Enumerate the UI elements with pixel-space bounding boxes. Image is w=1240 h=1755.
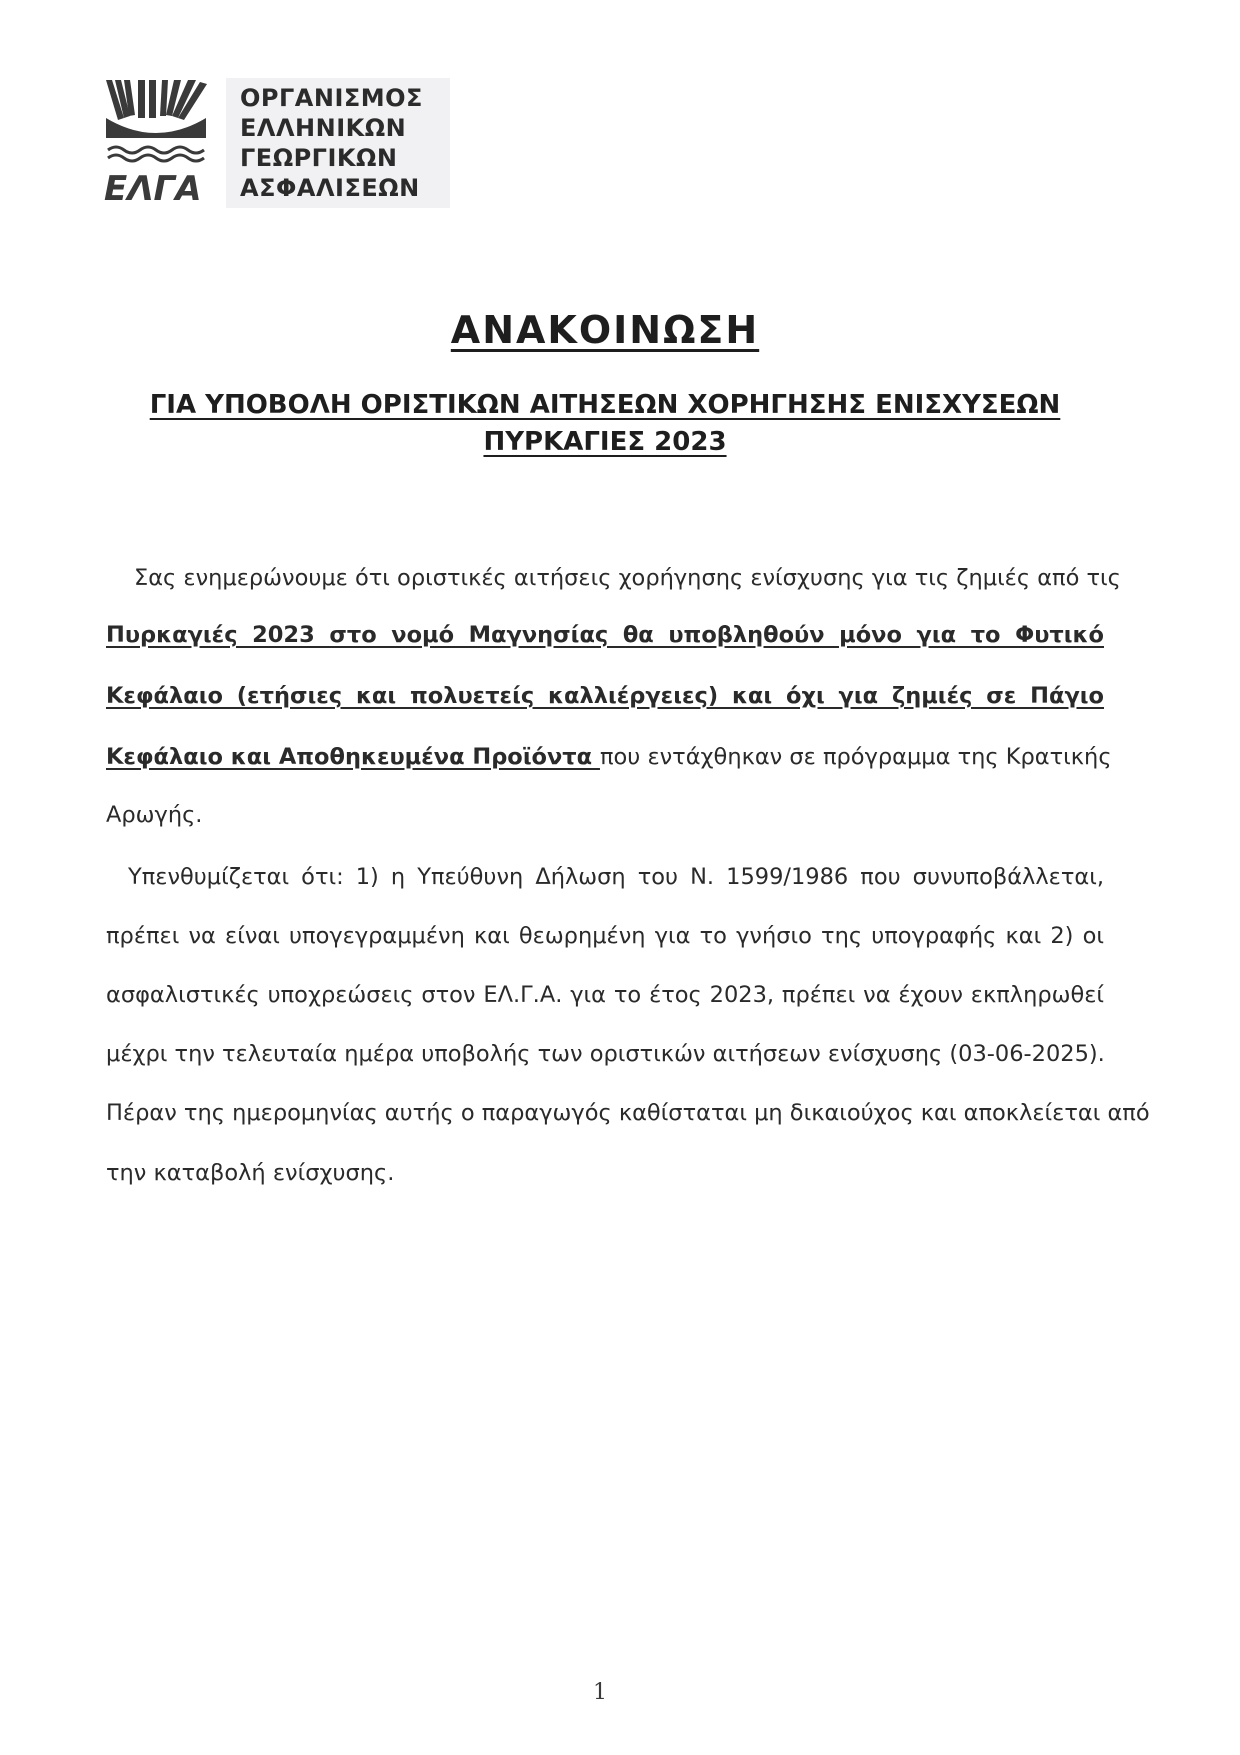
page-number: 1: [593, 1680, 607, 1705]
org-name-line-1: ΟΡΓΑΝΙΣΜΟΣ: [240, 84, 423, 112]
paragraph-2-line-3: ασφαλιστικές υποχρεώσεις στον ΕΛ.Γ.Α. για το έτος 2023, πρέπει να έχουν εκπληρωθεί: [106, 982, 1104, 1008]
org-name-line-2: ΕΛΛΗΝΙΚΩΝ: [240, 114, 407, 142]
document-subtitle-line-1: [0, 390, 1210, 420]
paragraph-2-line-6: την καταβολή ενίσχυσης.: [106, 1160, 395, 1186]
paragraph-1-line-4-rest: που εντάχθηκαν σε πρόγραμμα της Κρατικής: [599, 744, 1112, 770]
document-subtitle-line-2: [0, 427, 1210, 457]
paragraph-2-line-1: Υπενθυμίζεται ότι: 1) η Υπεύθυνη Δήλωση του Ν. 1599/1986 που συνυποβάλλεται,: [128, 864, 1104, 890]
organization-name-box: [226, 78, 450, 208]
paragraph-1-line-3: [106, 683, 1104, 709]
paragraph-1-line-2: [106, 622, 1104, 648]
document-title: [0, 308, 1210, 352]
paragraph-2-line-2: πρέπει να είναι υπογεγραμμένη και θεωρημένη για το γνήσιο της υπογραφής και 2) οι: [106, 923, 1104, 949]
paragraph-2-line-4: μέχρι την τελευταία ημέρα υποβολής των οριστικών αιτήσεων ενίσχυσης (03-06-2025).: [106, 1041, 1105, 1067]
document-title-text: ΑΝΑΚΟΙΝΩΣΗ: [450, 308, 760, 352]
paragraph-1-line-4-bold: Κεφάλαιο και Αποθηκευμένα Προϊόντα: [106, 744, 600, 770]
paragraph-1-line-2-bold: Πυρκαγιές 2023 στο νομό Μαγνησίας θα υποβληθούν μόνο για το Φυτικό: [106, 622, 1104, 648]
organization-header: [104, 78, 450, 208]
paragraph-1-line-4: [106, 744, 1112, 770]
paragraph-1-line-3-bold: Κεφάλαιο (ετήσιες και πολυετείς καλλιέργειες) και όχι για ζημιές σε Πάγιο: [106, 683, 1104, 709]
paragraph-1-line-5: Αρωγής.: [106, 802, 203, 828]
subtitle-line-1-text: ΓΙΑ ΥΠΟΒΟΛΗ ΟΡΙΣΤΙΚΩΝ ΑΙΤΗΣΕΩΝ ΧΟΡΗΓΗΣΗΣ ΕΝΙΣΧΥΣΕΩΝ: [149, 390, 1061, 420]
elga-logo-icon: [104, 78, 208, 208]
logo-text: ΕΛΓΑ: [104, 169, 202, 208]
paragraph-1-line-1: Σας ενημερώνουμε ότι οριστικές αιτήσεις χορήγησης ενίσχυσης για τις ζημιές από τις: [134, 565, 1121, 591]
org-name-line-3: ΓΕΩΡΓΙΚΩΝ: [240, 144, 398, 172]
org-name-line-4: ΑΣΦΑΛΙΣΕΩΝ: [240, 174, 420, 202]
subtitle-line-2-text: ΠΥΡΚΑΓΙΕΣ 2023: [483, 427, 727, 457]
paragraph-2-line-5: Πέραν της ημερομηνίας αυτής ο παραγωγός καθίσταται μη δικαιούχος και αποκλείεται από: [106, 1100, 1150, 1126]
